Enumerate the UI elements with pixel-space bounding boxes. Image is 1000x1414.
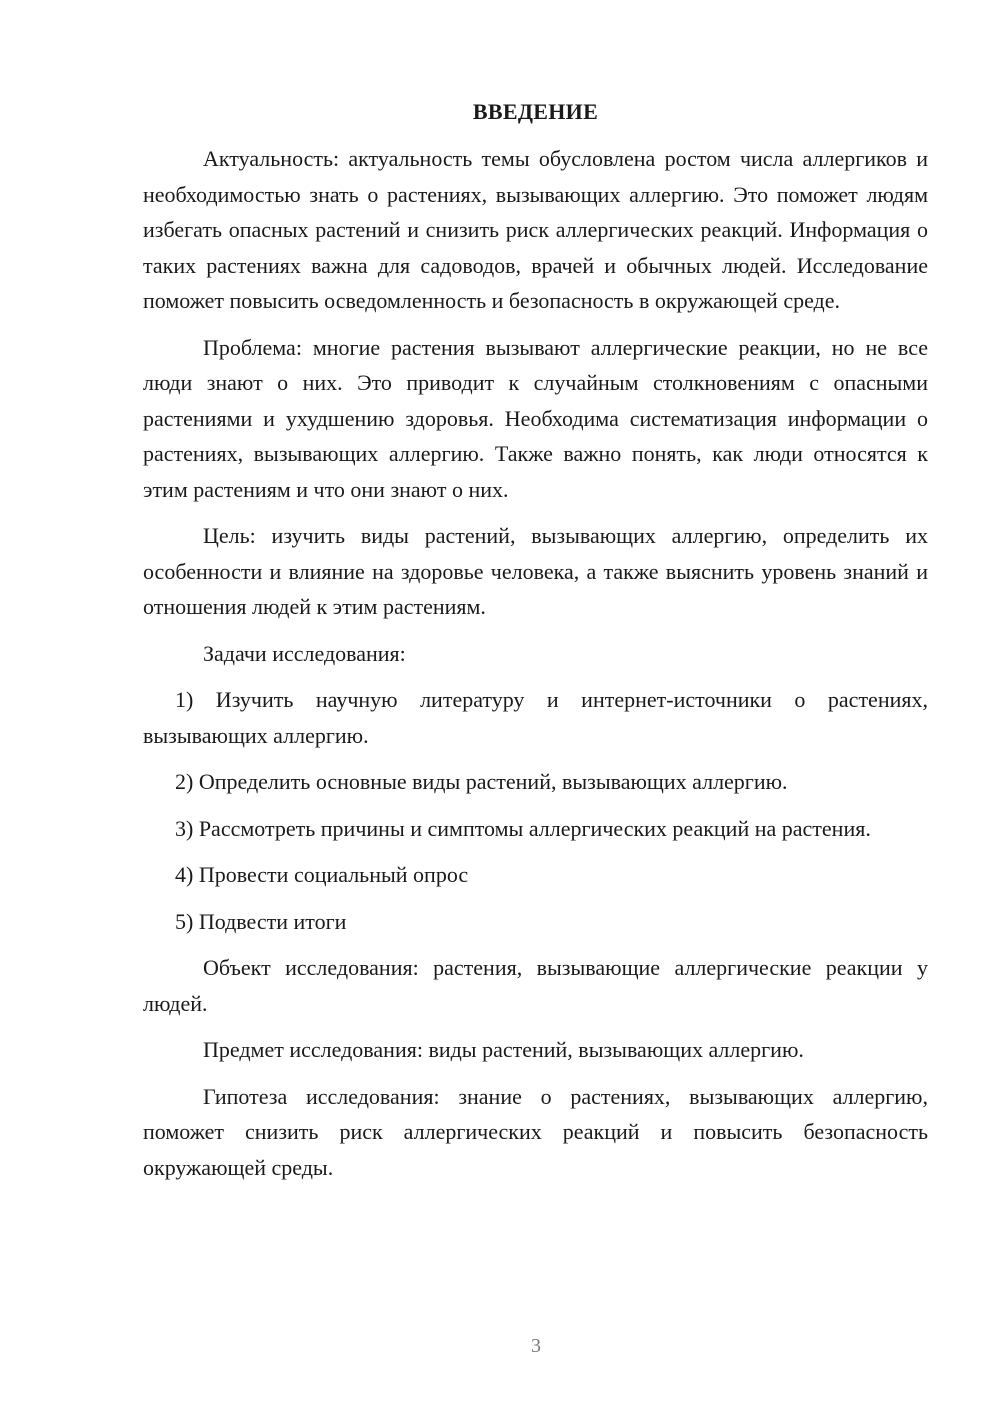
relevance-paragraph: Актуальность: актуальность темы обусловлена ростом числа аллергиков и необходимостью знать о растениях, вызывающих аллергию. Это поможет людям избегать опасных растений и снизить риск аллергических реакций. Информация о таких растениях важна для садоводов, врачей и обычных людей. Исследование поможет повысить осведомленность и безопасность в окружающей среде. <box>143 146 928 313</box>
section-title: ВВЕДЕНИЕ <box>472 99 599 124</box>
task-item-5: 5) Подвести итоги <box>175 908 347 934</box>
object-paragraph: Объект исследования: растения, вызывающие аллергические реакции у людей. <box>143 955 928 1016</box>
task-item-4: 4) Провести социальный опрос <box>175 862 469 887</box>
task-item-2: 2) Определить основные виды растений, вызывающих аллергию. <box>175 769 788 794</box>
subject-paragraph: Предмет исследования: виды растений, вызывающих аллергию. <box>203 1037 804 1062</box>
hypothesis-paragraph: Гипотеза исследования: знание о растениях, вызывающих аллергию, поможет снизить риск аллергических реакций и повысить безопасность окружающей среды. <box>143 1083 928 1180</box>
goal-paragraph: Цель: изучить виды растений, вызывающих аллергию, определить их особенности и влияние на здоровье человека, а также выяснить уровень знаний и отношения людей к этим растениям. <box>143 523 928 619</box>
task-item-1: 1) Изучить научную литературу и интернет-источники о растениях, вызывающих аллергию. <box>143 687 928 748</box>
document-body <box>143 95 928 1196</box>
page-number: 3 <box>531 1335 541 1357</box>
tasks-heading: Задачи исследования: <box>203 640 406 666</box>
task-item-3: 3) Рассмотреть причины и симптомы аллергических реакций на растения. <box>175 815 871 841</box>
problem-paragraph: Проблема: многие растения вызывают аллергические реакции, но не все люди знают о них. Это приводит к случайным столкновениям с опасными растениями и ухудшению здоровья. Необходима систематизация информации о растениях, вызывающих аллергию. Также важно понять, как люди относятся к этим растениям и что они знают о них. <box>143 334 928 502</box>
